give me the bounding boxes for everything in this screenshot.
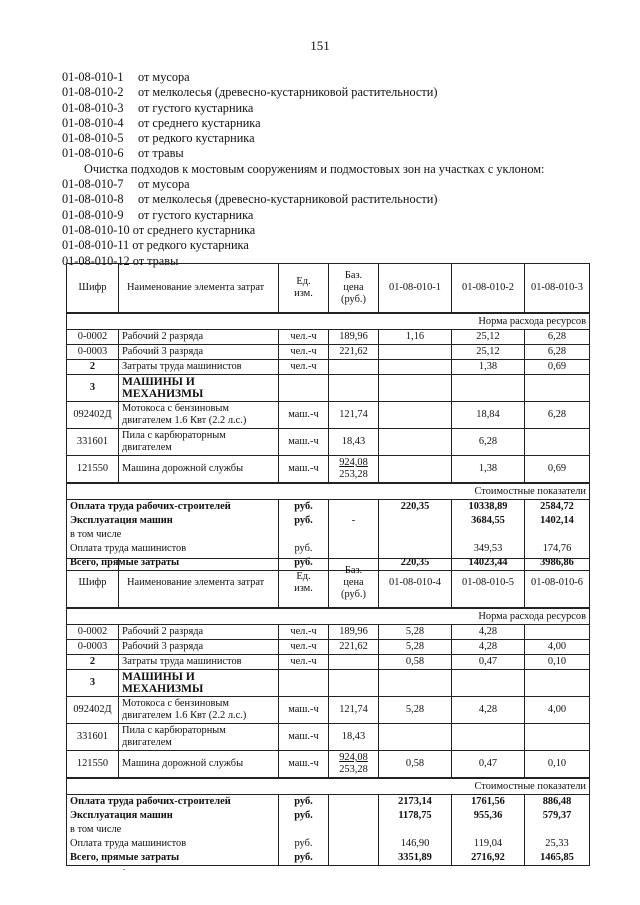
cell-name: Машина дорожной службы <box>119 456 279 484</box>
cell-price: 18,43 <box>329 724 379 751</box>
summary-unit: руб. <box>279 556 329 571</box>
header-col-1: 01-08-010-1 <box>379 264 452 314</box>
list-item <box>62 223 544 238</box>
cell-name: МАШИНЫ И МЕХАНИЗМЫ <box>119 670 279 697</box>
list-item <box>62 70 544 85</box>
summary-value: 886,48 <box>525 795 590 810</box>
header-col-2: 01-08-010-2 <box>452 264 525 314</box>
summary-value: 119,04 <box>452 837 525 851</box>
item-text: от редкого кустарника <box>138 131 255 146</box>
cell-code: 0-0003 <box>67 345 119 360</box>
item-text: от мелколесья (древесно-кустарниковой растительности) <box>138 192 438 207</box>
summary-name: Всего, прямые затраты <box>67 851 279 866</box>
cell-code: 121550 <box>67 456 119 484</box>
summary-unit: руб. <box>279 809 329 823</box>
cell-price: 121,74 <box>329 697 379 724</box>
summary-unit: руб. <box>279 795 329 810</box>
cell-value: 0,58 <box>379 751 452 779</box>
header-name: Наименование элемента затрат <box>119 559 279 609</box>
item-text: от мусора <box>138 70 190 84</box>
cell-value: 25,12 <box>452 345 525 360</box>
item-code: 01-08-010-9 <box>62 207 124 222</box>
table-row <box>67 625 590 640</box>
table-row <box>67 640 590 655</box>
cell-code: 3 <box>67 375 119 402</box>
cell-code: 0-0003 <box>67 640 119 655</box>
cell-value: 1,38 <box>452 456 525 484</box>
item-code: 01-08-010-12 <box>62 253 130 268</box>
cell-code: 121550 <box>67 751 119 779</box>
table-header-row <box>67 264 590 314</box>
cell-code: 0-0002 <box>67 625 119 640</box>
cell-value: 18,84 <box>452 402 525 429</box>
list-item <box>62 177 544 192</box>
table-row <box>67 345 590 360</box>
cell-value: 25,12 <box>452 330 525 345</box>
summary-row <box>67 795 590 810</box>
summary-name: в том числе <box>67 823 279 837</box>
summary-value: 146,90 <box>379 837 452 851</box>
cell-name: Затраты труда машинистов <box>119 655 279 670</box>
footer-mark: . <box>123 862 126 872</box>
cell-value <box>525 724 590 751</box>
cell-value: 0,47 <box>452 655 525 670</box>
summary-value: 1465,85 <box>525 851 590 866</box>
section-row <box>67 608 590 625</box>
cost-table-2 <box>66 558 590 866</box>
cell-price: 189,96 <box>329 625 379 640</box>
cell-value: 0,10 <box>525 751 590 779</box>
cell-price: 121,74 <box>329 402 379 429</box>
table-row <box>67 360 590 375</box>
summary-name: Оплата труда машинистов <box>67 542 279 556</box>
summary-value: 14023,44 <box>452 556 525 571</box>
cell-unit: чел.-ч <box>279 360 329 375</box>
table-row <box>67 429 590 456</box>
cost-label: Стоимостные показатели <box>67 778 590 795</box>
cell-value: 0,69 <box>525 456 590 484</box>
item-text: от среднего кустарника <box>138 115 261 130</box>
cell-value: 5,28 <box>379 697 452 724</box>
item-text: от густого кустарника <box>138 100 254 115</box>
cell-value: 0,47 <box>452 751 525 779</box>
cell-name: Рабочий 2 разряда <box>119 330 279 345</box>
cell-code: 3 <box>67 670 119 697</box>
list-item <box>62 131 544 146</box>
cell-value: 4,28 <box>452 697 525 724</box>
cell-price: 924,08 253,28 <box>329 456 379 484</box>
summary-value: 10338,89 <box>452 500 525 515</box>
item-text: от редкого кустарника <box>132 238 249 253</box>
cell-value: 6,28 <box>525 330 590 345</box>
cell-name: Рабочий 2 разряда <box>119 625 279 640</box>
summary-unit: руб. <box>279 837 329 851</box>
cell-code: 0-0002 <box>67 330 119 345</box>
cell-value: 4,00 <box>525 640 590 655</box>
cell-value: 5,28 <box>379 625 452 640</box>
table-row <box>67 402 590 429</box>
summary-unit: руб. <box>279 500 329 515</box>
cell-value <box>379 724 452 751</box>
table-row <box>67 655 590 670</box>
code-list <box>62 70 544 269</box>
summary-value: 3684,55 <box>452 514 525 528</box>
summary-value: 3986,86 <box>525 556 590 571</box>
page-number: 151 <box>310 38 330 53</box>
table-row <box>67 697 590 724</box>
list-item <box>62 238 544 253</box>
cell-unit: чел.-ч <box>279 655 329 670</box>
summary-value: 2716,92 <box>452 851 525 866</box>
cell-value: 4,28 <box>452 640 525 655</box>
section-subheading: Очистка подходов к мостовым сооружениям и подмостовых зон на участках с уклоном: <box>84 161 545 176</box>
summary-row <box>67 500 590 515</box>
table-row <box>67 724 590 751</box>
item-text: от густого кустарника <box>138 207 254 222</box>
cell-price <box>329 655 379 670</box>
summary-value: 349,53 <box>452 542 525 556</box>
cell-price <box>329 360 379 375</box>
item-code: 01-08-010-3 <box>62 100 124 115</box>
cell-value: 5,28 <box>379 640 452 655</box>
section-row <box>67 778 590 795</box>
cost-label: Стоимостные показатели <box>67 483 590 500</box>
list-item <box>62 85 544 100</box>
summary-value <box>379 514 452 528</box>
cell-code: 331601 <box>67 724 119 751</box>
cell-price: 924,08 253,28 <box>329 751 379 779</box>
summary-value: 2173,14 <box>379 795 452 810</box>
header-col-3: 01-08-010-3 <box>525 264 590 314</box>
header-col-1: 01-08-010-4 <box>379 559 452 609</box>
header-col-3: 01-08-010-6 <box>525 559 590 609</box>
summary-name: Эксплуатация машин <box>67 514 279 528</box>
cell-value <box>525 429 590 456</box>
item-code: 01-08-010-1 <box>62 70 124 84</box>
cell-name: Машина дорожной службы <box>119 751 279 779</box>
cell-name: Мотокоса с бензиновым двигателем 1.6 Квт (2.2 л.с.) <box>119 402 279 429</box>
summary-unit: руб. <box>279 542 329 556</box>
cell-value: 6,28 <box>452 429 525 456</box>
summary-name: Эксплуатация машин <box>67 809 279 823</box>
item-code: 01-08-010-8 <box>62 192 124 207</box>
cell-value: 6,28 <box>525 402 590 429</box>
cell-name: МАШИНЫ И МЕХАНИЗМЫ <box>119 375 279 402</box>
section-row <box>67 483 590 500</box>
summary-value: 1761,56 <box>452 795 525 810</box>
cell-price: 221,62 <box>329 640 379 655</box>
cell-unit: маш.-ч <box>279 724 329 751</box>
summary-unit: руб. <box>279 514 329 528</box>
cell-code: 331601 <box>67 429 119 456</box>
cell-name: Рабочий 3 разряда <box>119 640 279 655</box>
summary-row <box>67 837 590 851</box>
item-code: 01-08-010-5 <box>62 131 124 146</box>
item-text: от среднего кустарника <box>132 222 256 237</box>
summary-row <box>67 823 590 837</box>
cell-price: 189,96 <box>329 330 379 345</box>
header-price: Баз. цена (руб.) <box>329 264 379 314</box>
item-code: 01-08-010-11 <box>62 238 130 253</box>
cell-name: Пила с карбюраторным двигателем <box>119 429 279 456</box>
norm-label: Норма расхода ресурсов <box>67 313 590 330</box>
table-row <box>67 375 590 402</box>
summary-value: 220,35 <box>379 500 452 515</box>
cell-value: 1,38 <box>452 360 525 375</box>
summary-name: Оплата труда машинистов <box>67 837 279 851</box>
cell-name: Мотокоса с бензиновым двигателем 1.6 Квт (2.2 л.с.) <box>119 697 279 724</box>
cell-value: 0,10 <box>525 655 590 670</box>
norm-label: Норма расхода ресурсов <box>67 608 590 625</box>
list-item <box>62 208 544 223</box>
item-text: от травы <box>138 146 184 161</box>
cell-value <box>379 402 452 429</box>
cell-value <box>379 360 452 375</box>
summary-row <box>67 514 590 528</box>
list-item <box>62 146 544 161</box>
cell-value <box>379 345 452 360</box>
item-text: от мелколесья (древесно-кустарниковой растительности) <box>138 85 438 100</box>
summary-value <box>379 542 452 556</box>
summary-unit: руб. <box>279 851 329 866</box>
item-text: от травы <box>132 253 179 268</box>
cell-unit: маш.-ч <box>279 751 329 779</box>
summary-value: 955,36 <box>452 809 525 823</box>
cell-unit: маш.-ч <box>279 456 329 484</box>
cell-unit: чел.-ч <box>279 640 329 655</box>
header-name: Наименование элемента затрат <box>119 264 279 314</box>
cell-name: Затраты труда машинистов <box>119 360 279 375</box>
cost-table-1 <box>66 263 590 571</box>
item-code: 01-08-010-2 <box>62 85 124 100</box>
item-code: 01-08-010-7 <box>62 177 124 192</box>
cell-price: 18,43 <box>329 429 379 456</box>
header-unit: Ед. изм. <box>279 559 329 609</box>
summary-value: 1402,14 <box>525 514 590 528</box>
cell-value <box>525 625 590 640</box>
summary-value: 2584,72 <box>525 500 590 515</box>
cell-code: 092402Д <box>67 697 119 724</box>
summary-mark: - <box>329 514 379 528</box>
header-cipher: Шифр <box>67 264 119 314</box>
header-price: Баз. цена (руб.) <box>329 559 379 609</box>
cell-value: 6,28 <box>525 345 590 360</box>
summary-name: Оплата труда рабочих-строителей <box>67 795 279 810</box>
cell-code: 2 <box>67 655 119 670</box>
cell-value <box>379 456 452 484</box>
summary-value: 579,37 <box>525 809 590 823</box>
summary-name: Оплата труда рабочих-строителей <box>67 500 279 515</box>
cell-value <box>452 724 525 751</box>
cell-unit: маш.-ч <box>279 402 329 429</box>
summary-row <box>67 809 590 823</box>
summary-value: 174,76 <box>525 542 590 556</box>
item-text: от мусора <box>138 177 190 192</box>
summary-row <box>67 851 590 866</box>
cell-name: Рабочий 3 разряда <box>119 345 279 360</box>
table-row <box>67 670 590 697</box>
cell-value: 4,28 <box>452 625 525 640</box>
cell-code: 092402Д <box>67 402 119 429</box>
cell-value: 4,00 <box>525 697 590 724</box>
cell-name: Пила с карбюраторным двигателем <box>119 724 279 751</box>
summary-value: 220,35 <box>379 556 452 571</box>
header-col-2: 01-08-010-5 <box>452 559 525 609</box>
cell-price: 221,62 <box>329 345 379 360</box>
summary-name: Всего, прямые затраты <box>67 556 279 571</box>
section-row <box>67 313 590 330</box>
summary-value: 3351,89 <box>379 851 452 866</box>
cell-unit: маш.-ч <box>279 429 329 456</box>
header-unit: Ед. изм. <box>279 264 329 314</box>
cell-unit: чел.-ч <box>279 345 329 360</box>
summary-row <box>67 528 590 542</box>
cell-code: 2 <box>67 360 119 375</box>
table-row <box>67 456 590 484</box>
summary-row <box>67 542 590 556</box>
cell-value: 0,58 <box>379 655 452 670</box>
cell-unit: маш.-ч <box>279 697 329 724</box>
cell-value <box>379 429 452 456</box>
list-item <box>62 192 544 207</box>
header-cipher: Шифр <box>67 559 119 609</box>
list-item <box>62 116 544 131</box>
cell-value: 1,16 <box>379 330 452 345</box>
table-header-row <box>67 559 590 609</box>
cell-value: 0,69 <box>525 360 590 375</box>
item-code: 01-08-010-4 <box>62 115 124 130</box>
summary-value: 1178,75 <box>379 809 452 823</box>
cell-unit: чел.-ч <box>279 625 329 640</box>
table-row <box>67 751 590 779</box>
summary-name: в том числе <box>67 528 279 542</box>
table-row <box>67 330 590 345</box>
item-code: 01-08-010-6 <box>62 146 124 161</box>
list-item <box>62 101 544 116</box>
summary-value: 25,33 <box>525 837 590 851</box>
item-code: 01-08-010-10 <box>62 222 130 237</box>
cell-unit: чел.-ч <box>279 330 329 345</box>
